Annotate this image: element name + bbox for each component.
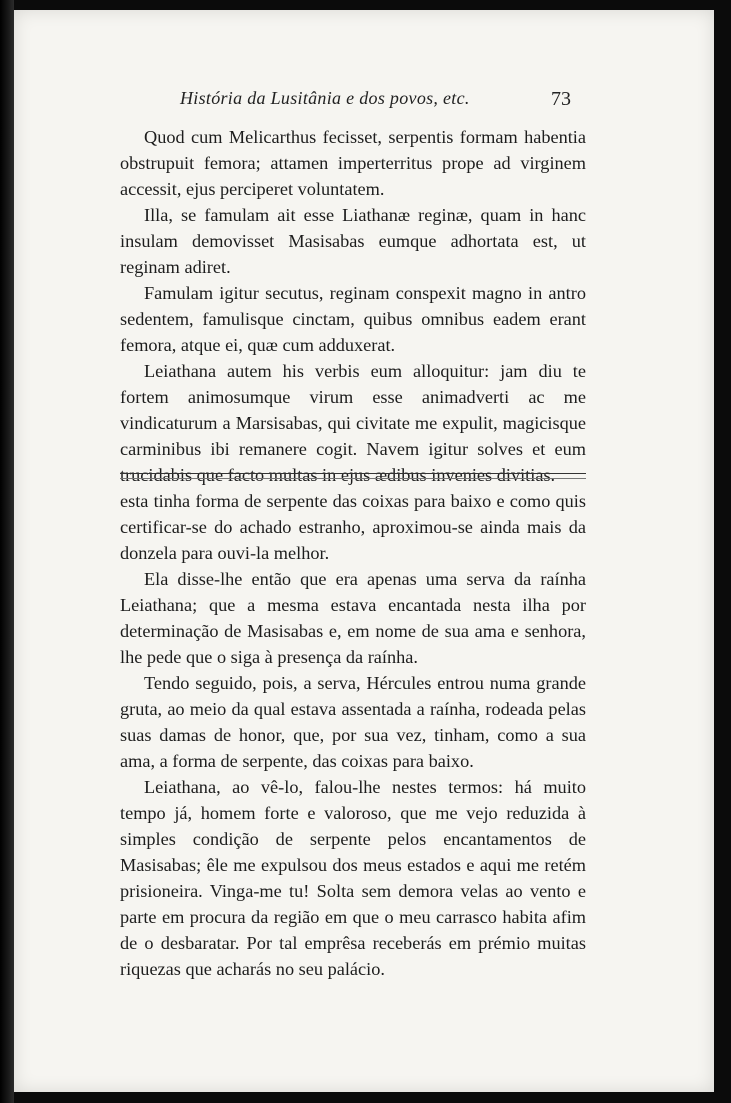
book-page xyxy=(14,10,714,1092)
portuguese-text xyxy=(120,488,586,982)
latin-text xyxy=(120,124,586,488)
page-header xyxy=(14,88,714,118)
latin-paragraph: Illa, se famulam ait esse Liathanæ reginæ, quam in hanc insulam demovisset Masisabas eumque adhortata est, ut reginam adiret. xyxy=(120,205,586,277)
portuguese-paragraph: Ela disse-lhe então que era apenas uma serva da raínha Leiathana; que a mesma estava encantada nesta ilha por determinação de Masisabas e, em nome de sua ama e senhora, lhe pede que o siga à presença da raínha. xyxy=(120,569,586,667)
latin-paragraph: Leiathana autem his verbis eum alloquitur: jam diu te fortem animosumque virum esse animadverti ac me vindicaturum a Marsisabas, qui civitate me expulit, magicisque carminibus ibi remanere cogit. Navem igitur solves et eum trucidabis que facto multas in ejus ædibus invenies divitias. xyxy=(120,361,586,485)
portuguese-paragraph: Leiathana, ao vê-lo, falou-lhe nestes termos: há muito tempo já, homem forte e valoroso, que me vejo reduzida à simples condição de serpente pelos encantamentos de Masisabas; êle me expulsou dos meus estados e aqui me retém prisioneira. Vinga-me tu! Solta sem demora velas ao vento e parte em procura da região em que o meu carrasco habita afim de o desbaratar. Por tal emprêsa receberás em prémio muitas riquezas que acharás no seu palácio. xyxy=(120,777,586,979)
running-title: História da Lusitânia e dos povos, etc. xyxy=(180,88,470,108)
portuguese-paragraph: esta tinha forma de serpente das coixas para baixo e como quis certificar-se do achado estranho, aproximou-se ainda mais da donzela para ouvi-la melhor. xyxy=(120,491,586,563)
latin-paragraph: Quod cum Melicarthus fecisset, serpentis formam habentia obstrupuit femora; attamen imperterritus prope ad virginem accessit, ejus perciperet voluntatem. xyxy=(120,127,586,199)
section-divider xyxy=(120,473,586,474)
page-number: 73 xyxy=(551,88,571,110)
portuguese-paragraph: Tendo seguido, pois, a serva, Hércules entrou numa grande gruta, ao meio da qual estava assentada a raínha, rodeada pelas suas damas de honor, que, por sua vez, tinham, como a sua ama, a forma de serpente, das coixas para baixo. xyxy=(120,673,586,771)
latin-paragraph: Famulam igitur secutus, reginam conspexit magno in antro sedentem, famulisque cinctam, quibus omnibus eadem erant femora, atque ei, quæ cum adduxerat. xyxy=(120,283,586,355)
scan-border xyxy=(0,0,14,1103)
section-divider-thin xyxy=(120,478,586,479)
